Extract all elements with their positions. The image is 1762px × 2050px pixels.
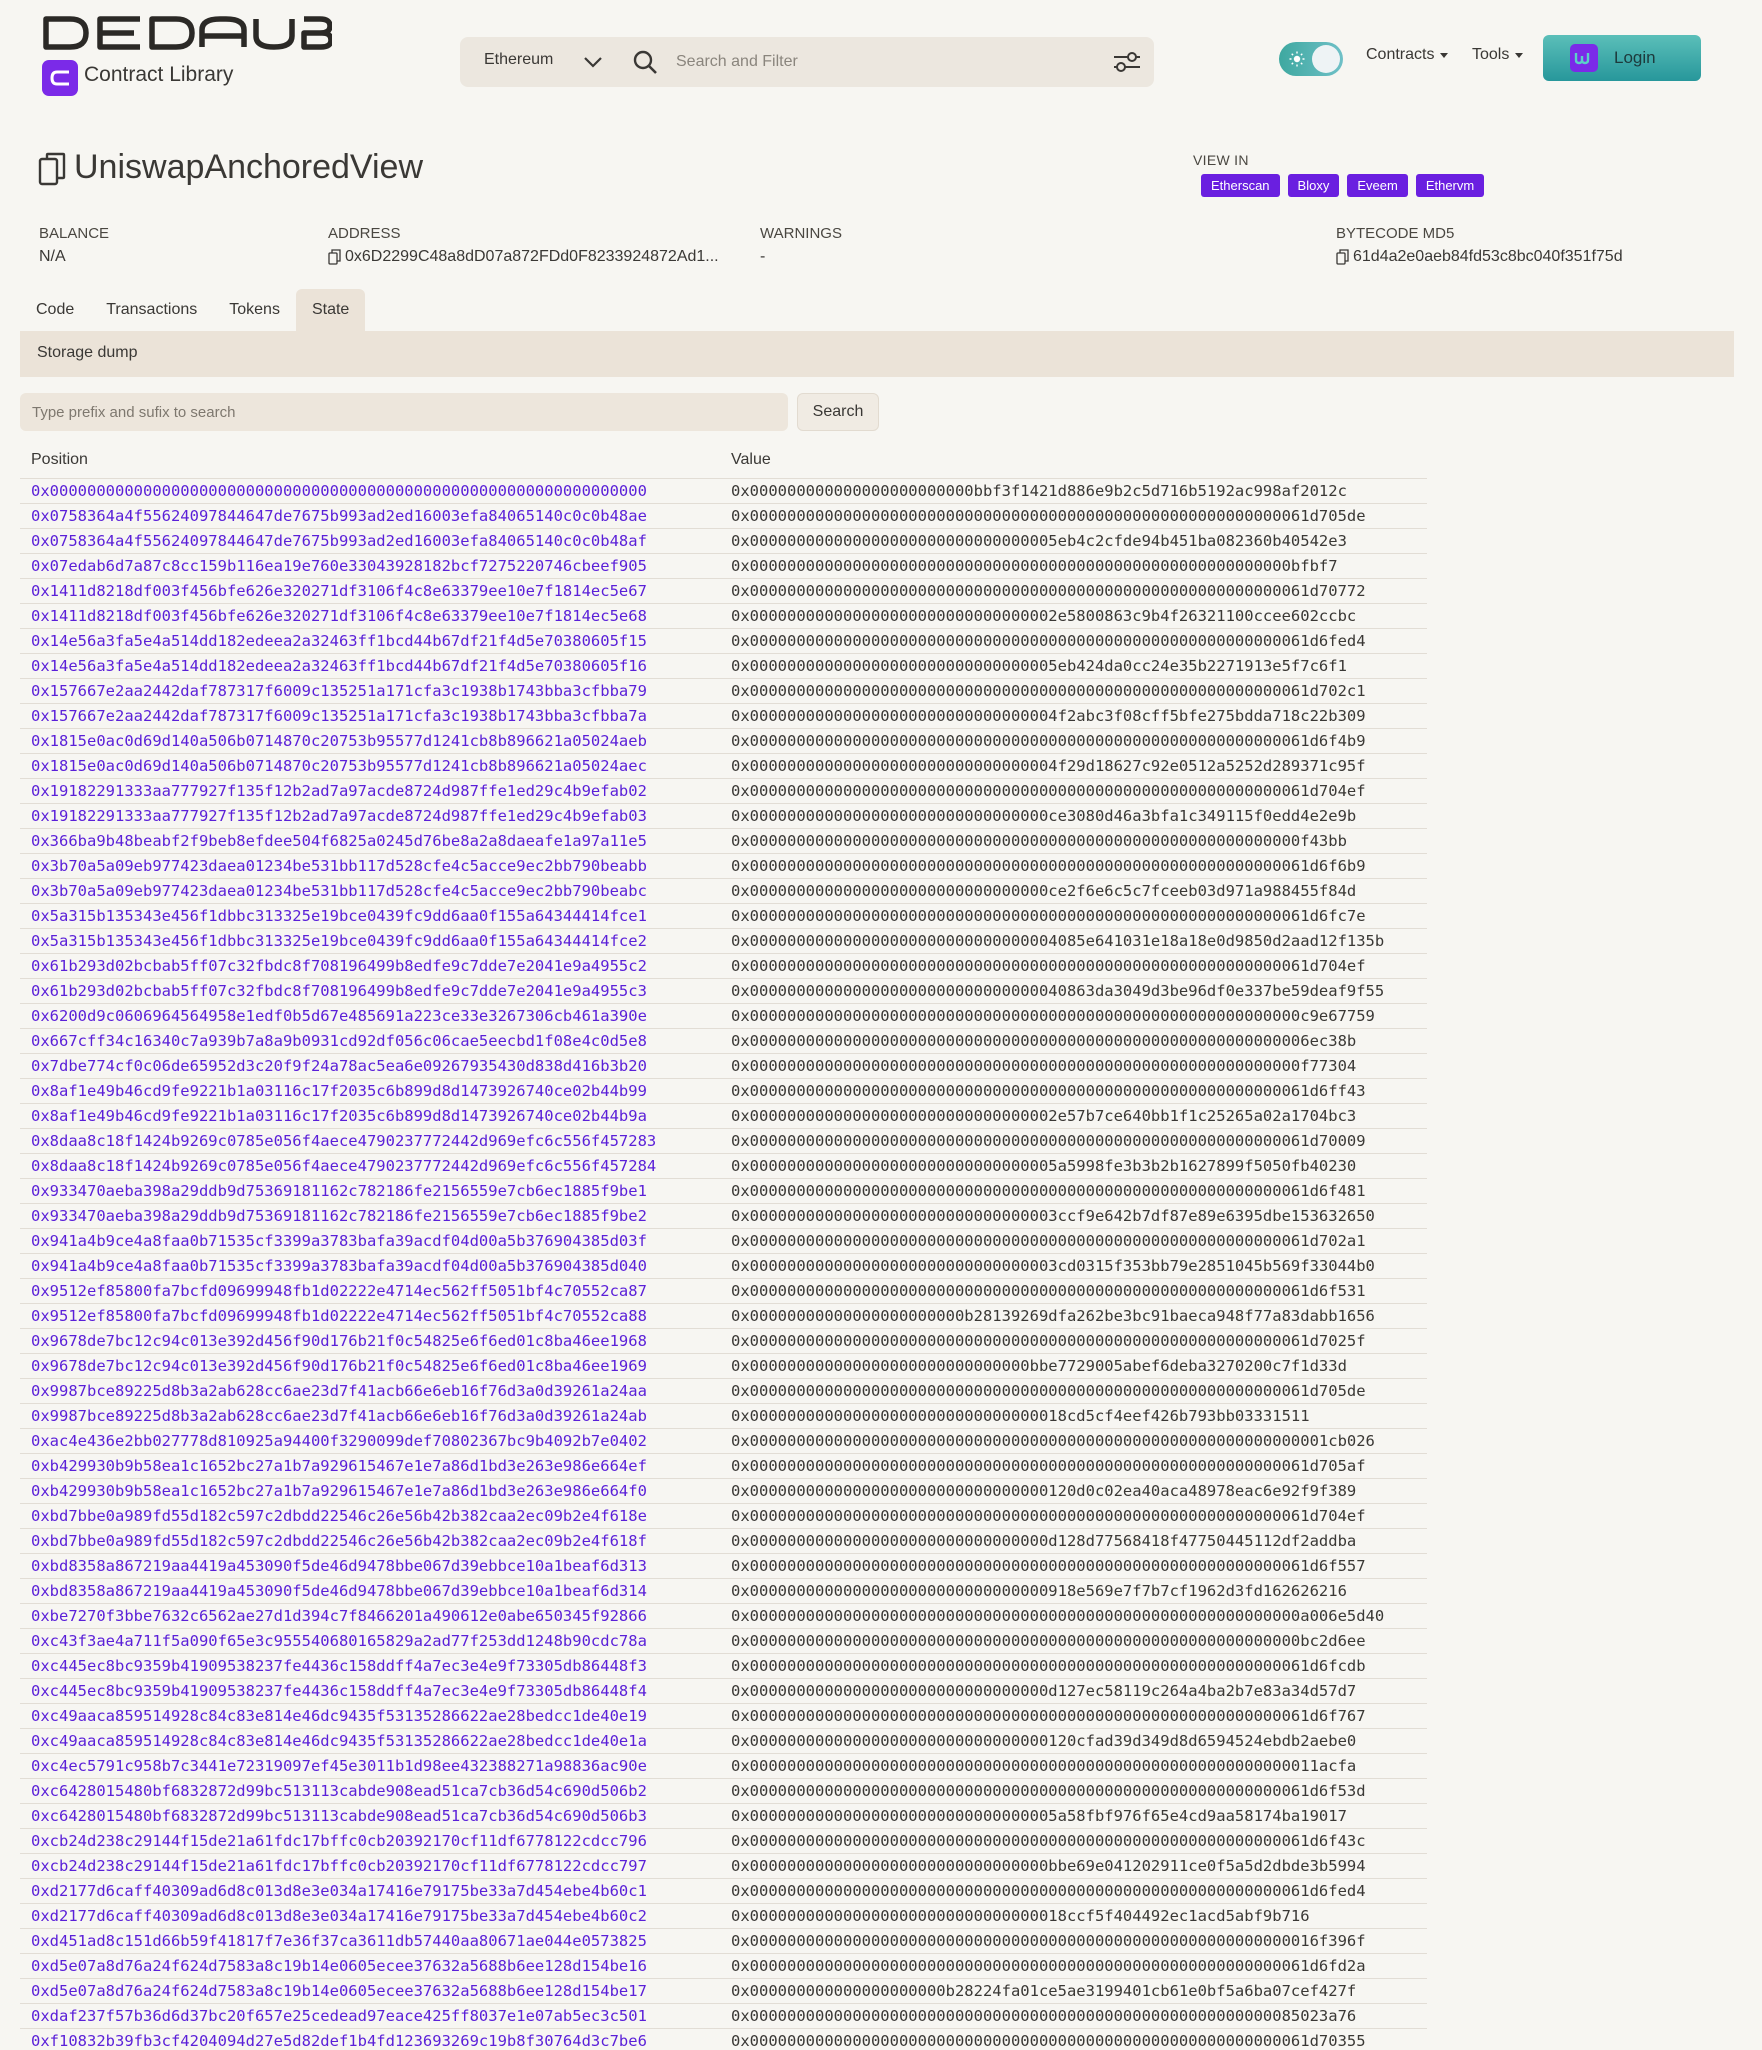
filter-sliders-icon[interactable] [1112, 49, 1142, 75]
contracts-menu[interactable] [1366, 46, 1448, 64]
storage-position[interactable]: 0x3b70a5a09eb977423daea01234be531bb117d528cfe4c5acce9ec2bb790beabc [31, 882, 647, 900]
table-row [20, 603, 1427, 628]
contract-tabs [20, 289, 365, 331]
md5-label: BYTECODE MD5 [1336, 225, 1455, 242]
table-row [20, 1528, 1427, 1553]
tools-menu[interactable] [1472, 46, 1523, 64]
storage-position[interactable]: 0x9987bce89225d8b3a2ab628cc6ae23d7f41acb66e6eb16f76d3a0d39261a24ab [31, 1407, 647, 1425]
table-row [20, 1803, 1427, 1828]
storage-value: 0x000000000000000000000000000000000000000000000000000000000061d6f6b9 [731, 857, 1366, 875]
table-row [20, 1228, 1427, 1253]
storage-value: 0x00000000000000000000000000000000d128d77568418f47750445112df2addba [731, 1532, 1357, 1550]
copy-icon[interactable] [38, 152, 66, 186]
storage-position[interactable]: 0xb429930b9b58ea1c1652bc27a1b7a929615467e1e7a86d1bd3e263e986e664f0 [31, 1482, 647, 1500]
storage-position[interactable]: 0x9678de7bc12c94c013e392d456f90d176b21f0c54825e6f6ed01c8ba46ee1968 [31, 1332, 647, 1350]
table-row [20, 1278, 1427, 1303]
table-row [20, 2028, 1427, 2050]
contract-library-badge-icon[interactable] [42, 60, 78, 96]
global-search-bar [460, 37, 1154, 87]
storage-value: 0x000000000000000000000000000000000000000000000000000000000061d702a1 [731, 1232, 1366, 1250]
storage-value: 0x00000000000000000000000000000000000000000000000000000000000f77304 [731, 1057, 1357, 1075]
storage-position[interactable]: 0x19182291333aa777927f135f12b2ad7a97acde8724d987ffe1ed29c4b9efab02 [31, 782, 647, 800]
table-row [20, 878, 1427, 903]
storage-position[interactable]: 0x941a4b9ce4a8faa0b71535cf3399a3783bafa39acdf04d00a5b376904385d03f [31, 1232, 647, 1250]
table-row [20, 1953, 1427, 1978]
storage-position[interactable]: 0xc6428015480bf6832872d99bc513113cabde908ead51ca7cb36d54c690d506b3 [31, 1807, 647, 1825]
sun-icon [1289, 51, 1305, 67]
table-row [20, 553, 1427, 578]
bloxy-link[interactable]: Bloxy [1288, 174, 1340, 197]
table-row [20, 1578, 1427, 1603]
contracts-menu-label: Contracts [1366, 46, 1435, 63]
table-row [20, 803, 1427, 828]
storage-value: 0x000000000000000000000000000000000000000000000000000000000061d705de [731, 507, 1366, 525]
storage-value: 0x000000000000000000000000000000000000000000000000000000000061d6ff43 [731, 1082, 1366, 1100]
storage-position[interactable]: 0x1815e0ac0d69d140a506b0714870c20753b95577d1241cb8b896621a05024aec [31, 757, 647, 775]
storage-value: 0x000000000000000000000000000000005a58fbf976f65e4cd9aa58174ba19017 [731, 1807, 1347, 1825]
contract-name: UniswapAnchoredView [74, 148, 424, 186]
storage-value: 0x00000000000000000000000000000000120d0c02ea40aca48978eac6e92f9f389 [731, 1482, 1357, 1500]
storage-position[interactable]: 0xc445ec8bc9359b41909538237fe4436c158ddff4a7ec3e4e9f73305db86448f3 [31, 1657, 647, 1675]
storage-value: 0x0000000000000000000000000000000018cd5cf4eef426b793bb03331511 [731, 1407, 1310, 1425]
storage-position[interactable]: 0xf10832b39fb3cf4204094d27e5d82def1b4fd123693269c19b8f30764d3c7be6 [31, 2032, 647, 2050]
storage-position[interactable]: 0xbd8358a867219aa4419a453090f5de46d9478bbe067d39ebbce10a1beaf6d314 [31, 1582, 647, 1600]
storage-value: 0x000000000000000000000000000000003cd0315f353bb79e2851045b569f33044b0 [731, 1257, 1375, 1275]
table-row [20, 953, 1427, 978]
storage-search-button[interactable]: Search [797, 393, 879, 431]
table-row [20, 1253, 1427, 1278]
table-row [20, 1203, 1427, 1228]
storage-dump-title: Storage dump [37, 344, 138, 361]
storage-value: 0x000000000000000000000000000000004f2abc3f08cff5bfe275bdda718c22b309 [731, 707, 1366, 725]
table-row [20, 1728, 1427, 1753]
table-row [20, 1078, 1427, 1103]
storage-position[interactable]: 0xc49aaca859514928c84c83e814e46dc9435f53135286622ae28bedcc1de40e1a [31, 1732, 647, 1750]
login-button[interactable] [1543, 35, 1701, 81]
table-row [20, 478, 1427, 503]
storage-position[interactable]: 0x5a315b135343e456f1dbbc313325e19bce0439fc9dd6aa0f155a64344414fce2 [31, 932, 647, 950]
storage-value: 0x000000000000000000000000000000000000000000000000000000000061d70772 [731, 582, 1366, 600]
table-row [20, 853, 1427, 878]
storage-value: 0x000000000000000000000000000000000000000000000000000000000061d702c1 [731, 682, 1366, 700]
storage-value: 0x000000000000000000000000000000000000000000000000000000000061d7025f [731, 1332, 1366, 1350]
dedaub-wordmark[interactable] [42, 14, 332, 52]
login-label: Login [1614, 48, 1656, 67]
balance-text: N/A [39, 248, 66, 265]
storage-value: 0x000000000000000000000000000000005a5998fe3b3b2b1627899f5050fb40230 [731, 1157, 1357, 1175]
storage-value: 0x000000000000000000000000000000000000000000000000000000000061d6f4b9 [731, 732, 1366, 750]
storage-position[interactable]: 0x933470aeba398a29ddb9d75369181162c782186fe2156559e7cb6ec1885f9be1 [31, 1182, 647, 1200]
table-row [20, 1603, 1427, 1628]
storage-position[interactable]: 0xc445ec8bc9359b41909538237fe4436c158ddff4a7ec3e4e9f73305db86448f4 [31, 1682, 647, 1700]
table-row [20, 1678, 1427, 1703]
storage-value: 0x000000000000000000000000000000000000000000000000000000000061d6f43c [731, 1832, 1366, 1850]
storage-value: 0x00000000000000000000000000000000bbe69e041202911ce0f5a5d2dbde3b5994 [731, 1857, 1366, 1875]
storage-value: 0x000000000000000000000000000000002e5800863c9b4f26321100ccee602ccbc [731, 607, 1357, 625]
table-row [20, 1328, 1427, 1353]
storage-value: 0x00000000000000000000000000000000ce3080d46a3bfa1c349115f0edd4e2e9b [731, 807, 1357, 825]
storage-position[interactable]: 0x19182291333aa777927f135f12b2ad7a97acde8724d987ffe1ed29c4b9efab03 [31, 807, 647, 825]
storage-value: 0x000000000000000000000b28224fa01ce5ae3199401cb61e0bf5a6ba07cef427f [731, 1982, 1357, 2000]
theme-toggle[interactable] [1279, 42, 1343, 76]
storage-value: 0x0000000000000000000000000000000018ccf5f404492ec1acd5abf9b716 [731, 1907, 1310, 1925]
tab-code[interactable]: Code [36, 301, 75, 318]
storage-value: 0x000000000000000000000000000000002e57b7ce640bb1f1c25265a02a1704bc3 [731, 1107, 1357, 1125]
storage-position[interactable]: 0x3b70a5a09eb977423daea01234be531bb117d528cfe4c5acce9ec2bb790beabb [31, 857, 647, 875]
table-row [20, 1628, 1427, 1653]
view-in-label: VIEW IN [1193, 152, 1249, 168]
storage-position[interactable]: 0x667cff34c16340c7a939b7a8a9b0931cd92df056c06cae5eecbd1f08e4c0d5e8 [31, 1032, 647, 1050]
table-row [20, 578, 1427, 603]
table-row [20, 928, 1427, 953]
table-row [20, 1753, 1427, 1778]
table-row [20, 1928, 1427, 1953]
dedaub-logo-icon [42, 14, 332, 52]
storage-position[interactable]: 0x0000000000000000000000000000000000000000000000000000000000000000 [31, 482, 647, 500]
table-row [20, 1428, 1427, 1453]
column-header-position: Position [31, 451, 88, 468]
tools-menu-label: Tools [1472, 46, 1510, 63]
tab-state[interactable]: State [296, 289, 365, 331]
storage-value: 0x000000000000000000000000000000000000000000000000000000000061d704ef [731, 957, 1366, 975]
table-row [20, 1153, 1427, 1178]
storage-position[interactable]: 0x14e56a3fa5e4a514dd182edeea2a32463ff1bcd44b67df21f4d5e70380605f16 [31, 657, 647, 675]
storage-position[interactable]: 0x1815e0ac0d69d140a506b0714870c20753b95577d1241cb8b896621a05024aeb [31, 732, 647, 750]
chain-selector[interactable]: Ethereum [484, 51, 554, 68]
storage-position[interactable]: 0xd2177d6caff40309ad6d8c013d8e3e034a17416e79175be33a7d454ebe4b60c1 [31, 1882, 647, 1900]
storage-value: 0x000000000000000000000000bbf3f1421d886e9b2c5d716b5192ac998af2012c [731, 482, 1347, 500]
storage-position[interactable]: 0xc43f3ae4a711f5a090f65e3c955540680165829a2ad77f253dd1248b90cdc78a [31, 1632, 647, 1650]
balance-value [39, 248, 66, 266]
storage-position[interactable]: 0xdaf237f57b36d6d37bc20f657e25cedead97eace425ff8037e1e07ab5ec3c501 [31, 2007, 647, 2025]
table-row [20, 1653, 1427, 1678]
table-row [20, 978, 1427, 1003]
table-row [20, 1703, 1427, 1728]
table-row [20, 1478, 1427, 1503]
storage-search-input[interactable] [20, 393, 788, 431]
storage-position[interactable]: 0x933470aeba398a29ddb9d75369181162c782186fe2156559e7cb6ec1885f9be2 [31, 1207, 647, 1225]
address-text[interactable]: 0x6D2299C48a8dD07a872FDd0F8233924872Ad1... [345, 248, 719, 265]
storage-position[interactable]: 0xd5e07a8d76a24f624d7583a8c19b14e0605ecee37632a5688b6ee128d154be16 [31, 1957, 647, 1975]
storage-position[interactable]: 0x8daa8c18f1424b9269c0785e056f4aece4790237772442d969efc6c556f457283 [31, 1132, 657, 1150]
table-row [20, 1003, 1427, 1028]
md5-text: 61d4a2e0aeb84fd53c8bc040f351f75d [1353, 248, 1623, 265]
storage-position[interactable]: 0x157667e2aa2442daf787317f6009c135251a171cfa3c1938b1743bba3cfbba79 [31, 682, 647, 700]
storage-position[interactable]: 0x5a315b135343e456f1dbbc313325e19bce0439fc9dd6aa0f155a64344414fce1 [31, 907, 647, 925]
storage-value: 0x000000000000000000000000000000000000000000000000000000000006ec38b [731, 1032, 1357, 1050]
storage-position[interactable]: 0x8af1e49b46cd9fe9221b1a03116c17f2035c6b899d8d1473926740ce02b44b9a [31, 1107, 647, 1125]
storage-position[interactable]: 0xbd7bbe0a989fd55d182c597c2dbdd22546c26e56b42b382caa2ec09b2e4f618e [31, 1507, 647, 1525]
warnings-label: WARNINGS [760, 225, 842, 242]
storage-position[interactable]: 0x61b293d02bcbab5ff07c32fbdc8f708196499b8edfe9c7dde7e2041e9a4955c2 [31, 957, 647, 975]
storage-value: 0x000000000000000000000000000000000000000000000000000000000061d704ef [731, 1507, 1366, 1525]
address-label: ADDRESS [328, 225, 401, 242]
table-row [20, 1128, 1427, 1153]
table-row [20, 1778, 1427, 1803]
storage-position[interactable]: 0xd5e07a8d76a24f624d7583a8c19b14e0605ecee37632a5688b6ee128d154be17 [31, 1982, 647, 2000]
global-search-input[interactable] [676, 37, 1086, 87]
storage-value: 0x000000000000000000000000000000000000000000000000000000000061d70355 [731, 2032, 1366, 2050]
table-row [20, 1403, 1427, 1428]
storage-value: 0x000000000000000000000000000000000000000000000000000000000061d6fc7e [731, 907, 1366, 925]
storage-value: 0x000000000000000000000000000000000000000000000000000000000061d705de [731, 1382, 1366, 1400]
storage-dump-header [20, 331, 1734, 377]
storage-value: 0x00000000000000000000000000000000ce2f6e6c5c7fceeb03d971a988455f84d [731, 882, 1357, 900]
chevron-down-icon[interactable] [582, 52, 604, 72]
address-value [328, 248, 719, 266]
storage-position[interactable]: 0x941a4b9ce4a8faa0b71535cf3399a3783bafa39acdf04d00a5b376904385d040 [31, 1257, 647, 1275]
wallet-w-icon [1570, 44, 1598, 72]
storage-value: 0x00000000000000000000000000000000000000000000000000000000000bc2d6ee [731, 1632, 1366, 1650]
table-row [20, 1553, 1427, 1578]
table-row [20, 503, 1427, 528]
balance-label: BALANCE [39, 225, 110, 242]
toggle-knob [1312, 45, 1340, 73]
storage-value: 0x00000000000000000000000000000000000000000000000000000000000c9e67759 [731, 1007, 1375, 1025]
storage-position[interactable]: 0xd451ad8c151d66b59f41817f7e36f37ca3611db57440aa80671ae044e0573825 [31, 1932, 647, 1950]
storage-position[interactable]: 0x9512ef85800fa7bcfd09699948fb1d02222e4714ec562ff5051bf4c70552ca87 [31, 1282, 647, 1300]
storage-value: 0x000000000000000000000000000000000000000000000000000000000061d6f767 [731, 1707, 1366, 1725]
storage-position[interactable]: 0xd2177d6caff40309ad6d8c013d8e3e034a17416e79175be33a7d454ebe4b60c2 [31, 1907, 647, 1925]
storage-value: 0x00000000000000000000000000000000000000000000000000000000085023a76 [731, 2007, 1357, 2025]
table-row [20, 1178, 1427, 1203]
storage-position[interactable]: 0x157667e2aa2442daf787317f6009c135251a171cfa3c1938b1743bba3cfbba7a [31, 707, 647, 725]
caret-down-icon [1515, 53, 1523, 58]
storage-position[interactable]: 0xc49aaca859514928c84c83e814e46dc9435f53135286622ae28bedcc1de40e19 [31, 1707, 647, 1725]
table-row [20, 1903, 1427, 1928]
storage-value: 0x000000000000000000000000000000bbe7729005abef6deba3270200c7f1d33d [731, 1357, 1347, 1375]
table-row [20, 1978, 1427, 2003]
eveem-link[interactable]: Eveem [1347, 174, 1407, 197]
brand-subtitle[interactable]: Contract Library [84, 63, 234, 86]
table-row [20, 1028, 1427, 1053]
etherscan-link[interactable]: Etherscan [1201, 174, 1280, 197]
storage-position[interactable]: 0x61b293d02bcbab5ff07c32fbdc8f708196499b8edfe9c7dde7e2041e9a4955c3 [31, 982, 647, 1000]
storage-position[interactable]: 0xac4e436e2bb027778d810925a94400f3290099def70802367bc9b4092b7e0402 [31, 1432, 647, 1450]
storage-position[interactable]: 0xbe7270f3bbe7632c6562ae27d1d394c7f8466201a490612e0abe650345f92866 [31, 1607, 647, 1625]
table-row [20, 728, 1427, 753]
storage-value: 0x000000000000000000000000000000005eb424da0cc24e35b2271913e5f7c6f1 [731, 657, 1347, 675]
table-row [20, 1103, 1427, 1128]
table-row [20, 1378, 1427, 1403]
storage-value: 0x000000000000000000000000000000000000000000000000000000000061d705af [731, 1457, 1366, 1475]
storage-value: 0x000000000000000000000000000000004085e641031e18a18e0d9850d2aad12f135b [731, 932, 1385, 950]
table-row [20, 778, 1427, 803]
table-row [20, 1853, 1427, 1878]
table-row [20, 753, 1427, 778]
storage-value: 0x000000000000000000000000000000005eb4c2cfde94b451ba082360b40542e3 [731, 532, 1347, 550]
storage-value: 0x00000000000000000000000000000000918e569e7f7b7cf1962d3fd162626216 [731, 1582, 1347, 1600]
storage-value: 0x00000000000000000000000000000000000000000000000000000000000a006e5d40 [731, 1607, 1385, 1625]
table-row [20, 1828, 1427, 1853]
table-row [20, 1303, 1427, 1328]
warnings-text: - [760, 248, 766, 265]
search-icon[interactable] [632, 49, 658, 75]
storage-position[interactable]: 0x07edab6d7a87c8cc159b116ea19e760e33043928182bcf7275220746cbeef905 [31, 557, 647, 575]
table-row [20, 1053, 1427, 1078]
table-row [20, 2003, 1427, 2028]
storage-position[interactable]: 0xbd8358a867219aa4419a453090f5de46d9478bbe067d39ebbce10a1beaf6d313 [31, 1557, 647, 1575]
storage-value: 0x000000000000000000000000000000000000000000000000000000000061d6f531 [731, 1282, 1366, 1300]
storage-value: 0x000000000000000000000000000000000000000000000000000000000061d704ef [731, 782, 1366, 800]
storage-position[interactable]: 0x1411d8218df003f456bfe626e320271df3106f4c8e63379ee10e7f1814ec5e67 [31, 582, 647, 600]
view-in-links [1201, 174, 1484, 197]
table-row [20, 1453, 1427, 1478]
table-row [20, 1503, 1427, 1528]
storage-value: 0x000000000000000000000000000000000000000000000000000000000061d6fcdb [731, 1657, 1366, 1675]
storage-position[interactable]: 0x7dbe774cf0c06de65952d3c20f9f24a78ac5ea6e09267935430d838d416b3b20 [31, 1057, 647, 1075]
storage-position[interactable]: 0xbd7bbe0a989fd55d182c597c2dbdd22546c26e56b42b382caa2ec09b2e4f618f [31, 1532, 647, 1550]
table-row [20, 528, 1427, 553]
storage-position[interactable]: 0x366ba9b48beabf2f9beb8efdee504f6825a0245d76be8a2a8daeafe1a97a11e5 [31, 832, 647, 850]
storage-value: 0x000000000000000000000000000000000000000000000000000000000061d6f53d [731, 1782, 1366, 1800]
storage-value: 0x000000000000000000000000000000000000000000000000000000000061d70009 [731, 1132, 1366, 1150]
storage-value: 0x0000000000000000000000000000000000000000000000000000000000016f396f [731, 1932, 1366, 1950]
storage-position[interactable]: 0x0758364a4f55624097844647de7675b993ad2ed16003efa84065140c0c0b48af [31, 532, 647, 550]
storage-value: 0x00000000000000000000000000000000000000000000000000000000000f43bb [731, 832, 1347, 850]
table-row [20, 628, 1427, 653]
table-row [20, 828, 1427, 853]
tab-transactions[interactable]: Transactions [106, 301, 198, 318]
storage-value: 0x0000000000000000000000000000000040863da3049d3be96df0e337be59deaf9f55 [731, 982, 1385, 1000]
storage-value: 0x000000000000000000000000000000004f29d18627c92e0512a5252d289371c95f [731, 757, 1366, 775]
storage-value: 0x0000000000000000000000000000000000000000000000000000000000011acfa [731, 1757, 1357, 1775]
storage-position[interactable]: 0xb429930b9b58ea1c1652bc27a1b7a929615467e1e7a86d1bd3e263e986e664ef [31, 1457, 647, 1475]
copy-icon[interactable] [1336, 249, 1349, 265]
table-row [20, 1353, 1427, 1378]
storage-position[interactable]: 0x1411d8218df003f456bfe626e320271df3106f4c8e63379ee10e7f1814ec5e68 [31, 607, 647, 625]
table-row [20, 1878, 1427, 1903]
storage-table [20, 478, 1427, 2050]
storage-value: 0x00000000000000000000000000000000120cfad39d349d8d6594524ebdb2aebe0 [731, 1732, 1357, 1750]
caret-down-icon [1440, 53, 1448, 58]
table-row [20, 653, 1427, 678]
storage-value: 0x00000000000000000000000000000000d127ec58119c264a4ba2b7e83a34d57d7 [731, 1682, 1357, 1700]
storage-position[interactable]: 0x14e56a3fa5e4a514dd182edeea2a32463ff1bcd44b67df21f4d5e70380605f15 [31, 632, 647, 650]
storage-value: 0x00000000000000000000000b28139269dfa262be3bc91baeca948f77a83dabb1656 [731, 1307, 1375, 1325]
storage-position[interactable]: 0x9678de7bc12c94c013e392d456f90d176b21f0c54825e6f6ed01c8ba46ee1969 [31, 1357, 647, 1375]
storage-value: 0x000000000000000000000000000000003ccf9e642b7df87e89e6395dbe153632650 [731, 1207, 1375, 1225]
storage-value: 0x000000000000000000000000000000000000000000000000000000000061d6f557 [731, 1557, 1366, 1575]
copy-icon[interactable] [328, 249, 341, 265]
tab-tokens[interactable]: Tokens [229, 301, 280, 318]
warnings-value [760, 248, 765, 266]
storage-position[interactable]: 0x8af1e49b46cd9fe9221b1a03116c17f2035c6b899d8d1473926740ce02b44b99 [31, 1082, 647, 1100]
table-row [20, 903, 1427, 928]
storage-position[interactable]: 0xc4ec5791c958b7c3441e72319097ef45e3011b1d98ee432388271a98836ac90e [31, 1757, 647, 1775]
table-row [20, 678, 1427, 703]
storage-value: 0x000000000000000000000000000000000000000000000000000000000061d6fed4 [731, 1882, 1366, 1900]
storage-value: 0x00000000000000000000000000000000000000000000000000000000000001cb026 [731, 1432, 1375, 1450]
storage-position[interactable]: 0x6200d9c0606964564958e1edf0b5d67e485691a223ce33e3267306cb461a390e [31, 1007, 647, 1025]
storage-position[interactable]: 0xc6428015480bf6832872d99bc513113cabde908ead51ca7cb36d54c690d506b2 [31, 1782, 647, 1800]
storage-position[interactable]: 0xcb24d238c29144f15de21a61fdc17bffc0cb20392170cf11df6778122cdcc796 [31, 1832, 647, 1850]
storage-position[interactable]: 0x8daa8c18f1424b9269c0785e056f4aece4790237772442d969efc6c556f457284 [31, 1157, 657, 1175]
storage-value: 0x000000000000000000000000000000000000000000000000000000000061d6f481 [731, 1182, 1366, 1200]
storage-value: 0x000000000000000000000000000000000000000000000000000000000061d6fd2a [731, 1957, 1366, 1975]
column-header-value: Value [731, 451, 771, 468]
storage-value: 0x0000000000000000000000000000000000000000000000000000000000bfbf7 [731, 557, 1338, 575]
storage-position[interactable]: 0x9987bce89225d8b3a2ab628cc6ae23d7f41acb66e6eb16f76d3a0d39261a24aa [31, 1382, 647, 1400]
storage-value: 0x000000000000000000000000000000000000000000000000000000000061d6fed4 [731, 632, 1366, 650]
ethervm-link[interactable]: Ethervm [1416, 174, 1484, 197]
table-row [20, 703, 1427, 728]
storage-position[interactable]: 0xcb24d238c29144f15de21a61fdc17bffc0cb20392170cf11df6778122cdcc797 [31, 1857, 647, 1875]
storage-position[interactable]: 0x9512ef85800fa7bcfd09699948fb1d02222e4714ec562ff5051bf4c70552ca88 [31, 1307, 647, 1325]
md5-value [1336, 248, 1623, 266]
storage-position[interactable]: 0x0758364a4f55624097844647de7675b993ad2ed16003efa84065140c0c0b48ae [31, 507, 647, 525]
